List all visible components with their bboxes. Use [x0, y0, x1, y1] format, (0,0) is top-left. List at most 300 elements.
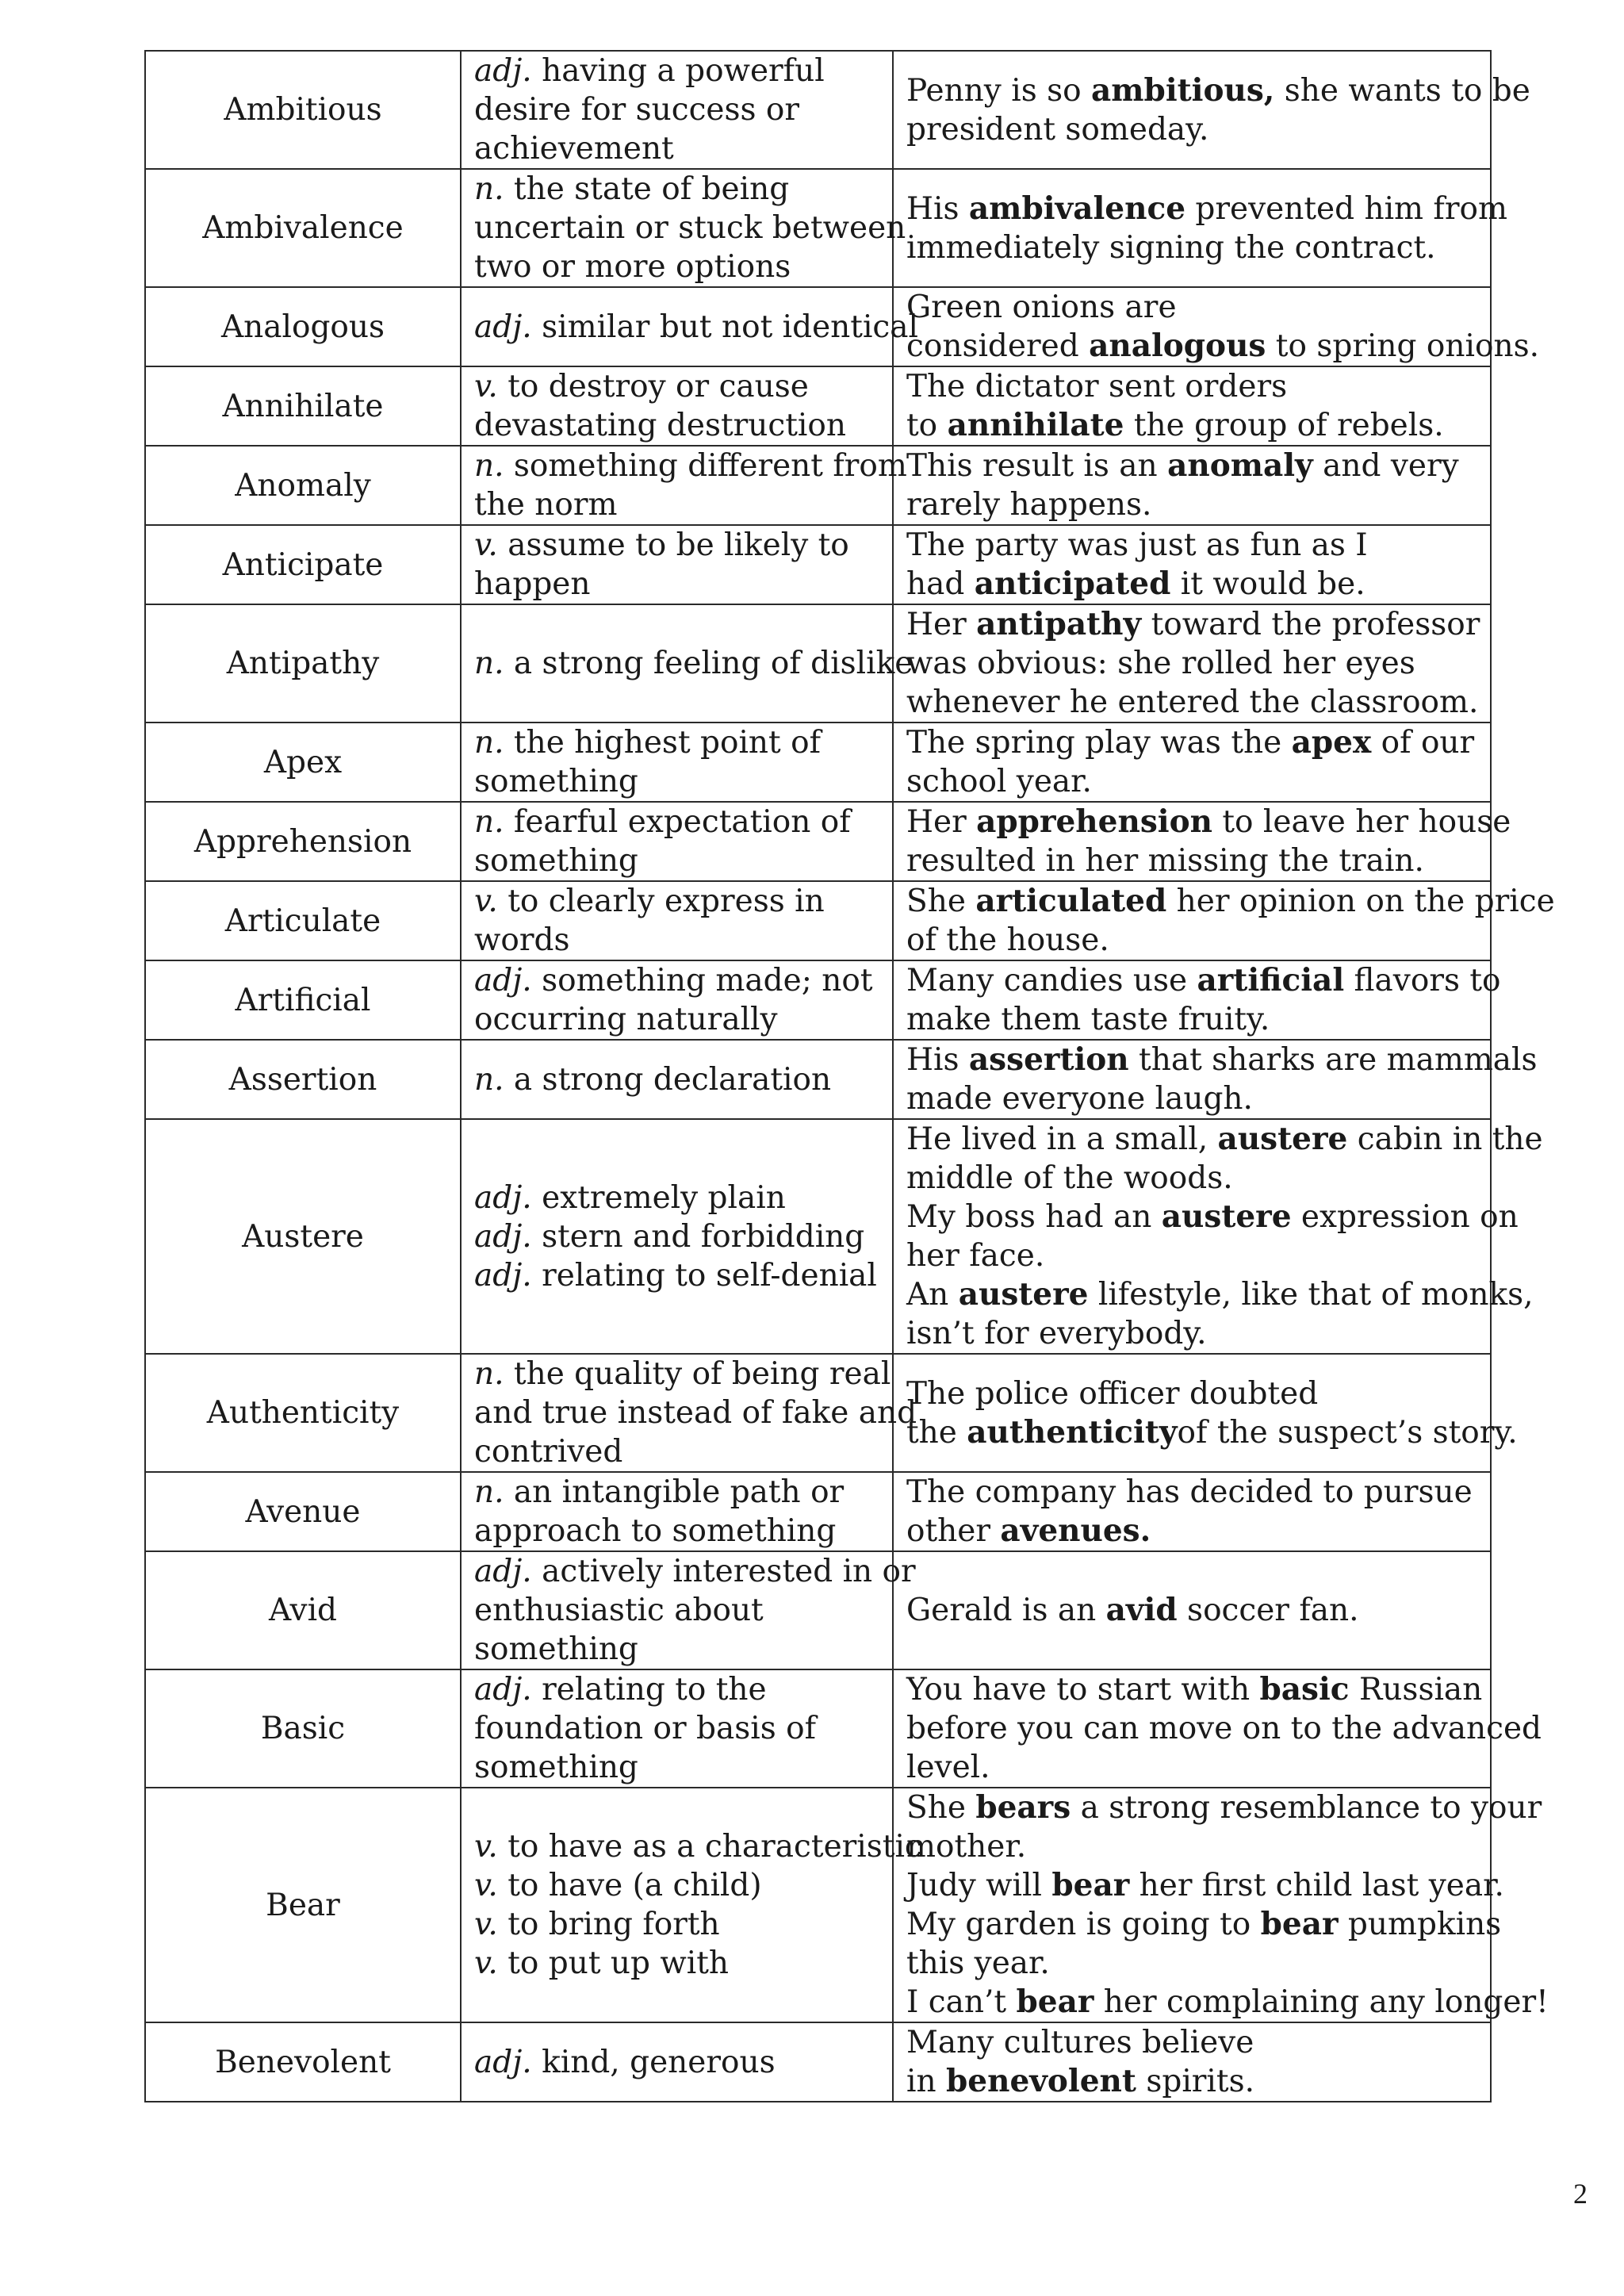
table-row — [145, 1669, 1491, 1788]
table-row — [145, 169, 1491, 287]
example-cell-line — [906, 803, 1511, 841]
text-segment: Russian — [1349, 1672, 1483, 1708]
text-segment: This result is an — [906, 448, 1168, 484]
vocab-word: Ambitious — [145, 51, 461, 169]
vocab-word: Austere — [145, 1119, 461, 1354]
vocab-word: Avenue — [145, 1472, 461, 1551]
part-of-speech: n. — [474, 1474, 504, 1510]
text-segment: her first child last year. — [1129, 1868, 1504, 1903]
text-segment: had — [906, 566, 975, 602]
example-cell — [893, 723, 1491, 802]
text-segment: before you can move on to the advanced — [906, 1711, 1542, 1746]
highlighted-word: austere — [1217, 1121, 1348, 1157]
example-cell-line — [906, 565, 1477, 604]
text-segment: two or more options — [474, 249, 791, 285]
table-row — [145, 287, 1491, 366]
vocab-word: Analogous — [145, 287, 461, 366]
table-row — [145, 881, 1491, 960]
text-segment: similar but not identical — [531, 309, 918, 345]
text-segment: level. — [906, 1750, 990, 1785]
definition-cell-line — [474, 1217, 879, 1256]
text-segment: the highest point of — [504, 725, 822, 761]
part-of-speech: v. — [474, 1945, 498, 1981]
example-cell-line — [906, 1198, 1519, 1236]
highlighted-word: apex — [1291, 724, 1372, 761]
definition-cell-line — [474, 485, 879, 524]
text-segment: a strong feeling of dislike — [504, 646, 914, 681]
table-row — [145, 51, 1491, 169]
example-cell-line — [906, 1000, 1477, 1039]
text-segment: to have as a characteristic — [497, 1829, 922, 1865]
part-of-speech: n. — [474, 171, 504, 207]
part-of-speech: adj. — [474, 53, 532, 89]
definition-cell — [461, 1472, 893, 1551]
definition-cell-line — [474, 1944, 879, 1983]
part-of-speech: adj. — [474, 1672, 532, 1708]
text-segment: prevented him from — [1185, 190, 1507, 227]
table-row — [145, 1551, 1491, 1669]
text-segment: made everyone laugh. — [906, 1081, 1253, 1117]
example-cell-line — [906, 1866, 1504, 1905]
example-cell — [893, 287, 1539, 366]
text-segment: school year. — [906, 764, 1092, 799]
vocab-word: Bear — [145, 1788, 461, 2022]
text-segment: something — [474, 1631, 638, 1667]
highlighted-word: basic — [1259, 1671, 1350, 1708]
part-of-speech: v. — [474, 1868, 498, 1903]
highlighted-word: bear — [1260, 1906, 1339, 1942]
text-segment: to clearly express in — [497, 884, 825, 919]
text-segment: pumpkins — [1338, 1907, 1502, 1942]
definition-cell-line — [474, 1060, 879, 1099]
definition-cell-line — [474, 308, 918, 347]
text-segment: Judy will — [906, 1868, 1052, 1903]
text-segment: relating to the — [531, 1672, 767, 1708]
highlighted-word: avid — [1105, 1592, 1178, 1628]
part-of-speech: n. — [474, 1356, 504, 1392]
text-segment: middle of the woods. — [906, 1160, 1233, 1196]
text-segment: I can’t — [906, 1984, 1017, 2020]
highlighted-word: bears — [975, 1789, 1071, 1826]
definition-cell-line — [474, 1473, 879, 1512]
example-cell-line — [906, 1905, 1502, 1944]
text-segment: desire for success or — [474, 92, 800, 128]
text-segment: Her — [906, 804, 977, 840]
text-segment: devastating destruction — [474, 408, 846, 443]
highlighted-word: bear — [1016, 1984, 1094, 2020]
definition-cell-line — [474, 961, 879, 1000]
example-cell — [893, 446, 1491, 525]
definition-cell — [461, 1040, 893, 1119]
definition-cell-line — [474, 1432, 879, 1471]
example-cell-line — [906, 961, 1501, 1000]
example-cell-line — [906, 1512, 1477, 1550]
text-segment: this year. — [906, 1945, 1050, 1981]
text-segment: happen — [474, 566, 591, 602]
definition-cell-line — [474, 723, 879, 762]
text-segment: My boss had an — [906, 1199, 1162, 1235]
part-of-speech: n. — [474, 1061, 504, 1098]
vocab-word: Ambivalence — [145, 169, 461, 287]
text-segment: You have to start with — [906, 1672, 1260, 1708]
example-cell — [893, 169, 1507, 287]
text-segment: rarely happens. — [906, 487, 1152, 523]
text-segment: The company has decided to pursue — [906, 1474, 1473, 1510]
definition-cell-line — [474, 52, 879, 90]
example-cell — [893, 881, 1555, 960]
definition-cell-line — [474, 209, 906, 247]
definition-cell — [461, 287, 918, 366]
definition-cell — [461, 1551, 916, 1669]
part-of-speech: n. — [474, 725, 504, 761]
text-segment: The dictator sent orders — [906, 369, 1288, 404]
text-segment: The police officer doubted — [906, 1375, 1319, 1412]
text-segment: enthusiastic about — [474, 1593, 764, 1628]
definition-cell-line — [474, 1179, 879, 1217]
vocab-word: Authenticity — [145, 1354, 461, 1472]
example-cell-line — [906, 1275, 1534, 1314]
highlighted-word: articulated — [975, 883, 1167, 919]
highlighted-word: austere — [1161, 1198, 1292, 1235]
text-segment: Green onions are — [906, 289, 1177, 325]
definition-cell-line — [474, 526, 879, 565]
definition-cell-line — [474, 644, 914, 683]
example-cell — [893, 1669, 1542, 1788]
example-cell-line — [906, 1670, 1483, 1709]
definition-cell-line — [474, 1591, 879, 1630]
vocab-word: Apprehension — [145, 802, 461, 881]
example-cell — [893, 366, 1491, 446]
definition-cell-line — [474, 921, 879, 960]
definition-cell-line — [474, 565, 879, 604]
text-segment: the state of being — [504, 171, 790, 207]
part-of-speech: v. — [474, 527, 498, 563]
text-segment: she wants to be — [1274, 72, 1530, 109]
text-segment: the group of rebels. — [1124, 408, 1444, 443]
vocab-word: Avid — [145, 1551, 461, 1669]
definition-cell-line — [474, 90, 879, 129]
definition-cell — [461, 1119, 893, 1354]
text-segment: foundation or basis of — [474, 1711, 817, 1746]
vocab-word: Annihilate — [145, 366, 461, 446]
part-of-speech: v. — [474, 1907, 498, 1942]
text-segment: She — [906, 1790, 976, 1826]
text-segment: having a powerful — [531, 53, 825, 89]
definition-cell — [461, 881, 893, 960]
part-of-speech: adj. — [474, 1218, 532, 1255]
example-cell-line — [906, 71, 1530, 110]
text-segment: words — [474, 922, 570, 958]
definition-cell-line — [474, 1670, 879, 1709]
text-segment: something — [474, 843, 638, 879]
text-segment: president someday. — [906, 111, 1209, 148]
text-segment: to — [906, 408, 948, 443]
definition-cell-line — [474, 129, 879, 168]
text-segment: The party was just as fun as I — [906, 527, 1368, 563]
definition-cell — [461, 2022, 893, 2102]
text-segment: immediately signing the contract. — [906, 229, 1436, 266]
definition-cell — [461, 960, 893, 1040]
example-cell — [893, 1551, 1491, 1669]
text-segment: of the suspect’s story. — [1177, 1414, 1518, 1451]
definition-cell — [461, 366, 893, 446]
part-of-speech: v. — [474, 884, 498, 919]
example-cell-line — [906, 1413, 1518, 1452]
example-cell-line — [906, 1591, 1477, 1630]
definition-cell-line — [474, 882, 879, 921]
text-segment: stern and forbidding — [531, 1218, 865, 1255]
text-segment: something — [474, 764, 638, 799]
text-segment: His — [906, 190, 969, 227]
text-segment: Many candies use — [906, 963, 1197, 999]
table-row — [145, 2022, 1491, 2102]
example-cell-line — [906, 110, 1477, 149]
text-segment: He lived in a small, — [906, 1121, 1218, 1157]
text-segment: soccer fan. — [1177, 1593, 1359, 1628]
text-segment: approach to something — [474, 1513, 837, 1549]
text-segment: to bring forth — [497, 1907, 720, 1942]
text-segment: occurring naturally — [474, 1002, 778, 1037]
definition-cell-line — [474, 1866, 879, 1905]
text-segment: something different from — [504, 448, 907, 484]
example-cell-line — [906, 327, 1539, 366]
part-of-speech: v. — [474, 369, 498, 404]
definition-cell-line — [474, 170, 879, 209]
text-segment: the quality of being real — [504, 1356, 891, 1392]
highlighted-word: assertion — [968, 1041, 1129, 1078]
text-segment: in — [906, 2064, 946, 2099]
highlighted-word: austere — [958, 1276, 1089, 1313]
definition-cell-line — [474, 1630, 879, 1669]
example-cell — [893, 960, 1501, 1040]
example-cell-line — [906, 526, 1477, 565]
highlighted-word: ambitious, — [1091, 71, 1275, 109]
text-segment: Her — [906, 607, 977, 642]
definition-cell-line — [474, 762, 879, 801]
text-segment: considered — [906, 328, 1090, 364]
part-of-speech: n. — [474, 804, 504, 840]
example-cell-line — [906, 1374, 1477, 1413]
text-segment: a strong resemblance to your — [1071, 1790, 1542, 1826]
example-cell-line — [906, 228, 1477, 267]
text-segment: spirits. — [1136, 2064, 1254, 2099]
text-segment: other — [906, 1513, 1001, 1549]
text-segment: that sharks are mammals — [1128, 1042, 1538, 1078]
table-row — [145, 1119, 1491, 1354]
text-segment: the — [906, 1414, 967, 1451]
example-cell — [893, 1119, 1543, 1354]
part-of-speech: adj. — [474, 1554, 532, 1589]
text-segment: it would be. — [1170, 566, 1365, 602]
text-segment: expression on — [1291, 1199, 1519, 1235]
definition-cell-line — [474, 1827, 922, 1866]
text-segment: the norm — [474, 487, 618, 523]
example-cell-line — [906, 1983, 1549, 2022]
definition-cell-line — [474, 1709, 879, 1748]
example-cell-line — [906, 1159, 1477, 1198]
vocab-word: Benevolent — [145, 2022, 461, 2102]
text-segment: My garden is going to — [906, 1907, 1261, 1942]
text-segment: to have (a child) — [497, 1868, 762, 1903]
text-segment: fearful expectation of — [504, 804, 851, 840]
definition-cell — [461, 446, 907, 525]
definition-cell-line — [474, 2043, 879, 2082]
definition-cell — [461, 525, 893, 604]
example-cell-line — [906, 1041, 1538, 1079]
definition-cell-line — [474, 1355, 891, 1393]
part-of-speech: n. — [474, 448, 504, 484]
definition-cell-line — [474, 841, 879, 880]
table-row — [145, 366, 1491, 446]
definition-cell-line — [474, 1512, 879, 1550]
example-cell — [893, 1788, 1549, 2022]
text-segment: Gerald is an — [906, 1593, 1106, 1628]
text-segment: uncertain or stuck between — [474, 210, 906, 246]
example-cell-line — [906, 1827, 1477, 1866]
table-row — [145, 1472, 1491, 1551]
definition-cell-line — [474, 1256, 879, 1295]
text-segment: She — [906, 884, 976, 919]
text-segment: to put up with — [497, 1945, 730, 1981]
text-segment: cabin in the — [1347, 1121, 1543, 1157]
page-number: 2 — [1573, 2178, 1588, 2210]
text-segment: of our — [1371, 725, 1475, 761]
vocab-word: Anomaly — [145, 446, 461, 525]
example-cell — [893, 802, 1511, 881]
text-segment: Many cultures believe — [906, 2025, 1254, 2060]
example-cell — [893, 1354, 1518, 1472]
text-segment: a strong declaration — [504, 1061, 832, 1098]
definition-cell-line — [474, 803, 879, 841]
table-row — [145, 1354, 1491, 1472]
definition-cell-line — [474, 1552, 916, 1591]
example-cell-line — [906, 1314, 1477, 1353]
example-cell-line — [906, 485, 1477, 524]
text-segment: achievement — [474, 131, 674, 167]
example-cell-line — [906, 1120, 1543, 1159]
example-cell-line — [906, 447, 1477, 485]
text-segment: Penny is so — [906, 72, 1092, 109]
part-of-speech: adj. — [474, 1179, 532, 1216]
text-segment: lifestyle, like that of monks, — [1088, 1277, 1534, 1313]
text-segment: to leave her house — [1212, 804, 1511, 840]
example-cell-line — [906, 882, 1555, 921]
text-segment: His — [906, 1042, 969, 1078]
table-row — [145, 604, 1491, 723]
text-segment: kind, generous — [531, 2044, 776, 2080]
definition-cell-line — [474, 1000, 879, 1039]
text-segment: to spring onions. — [1266, 328, 1539, 364]
text-segment: toward the professor — [1141, 607, 1480, 642]
example-cell-line — [906, 1748, 1477, 1787]
table-row — [145, 723, 1491, 802]
vocab-word: Antipathy — [145, 604, 461, 723]
vocabulary-table-body — [145, 51, 1555, 2102]
text-segment: actively interested in or — [531, 1554, 916, 1589]
part-of-speech: adj. — [474, 2044, 532, 2080]
text-segment: and very — [1312, 448, 1459, 484]
example-cell-line — [906, 190, 1507, 228]
text-segment: isn’t for everybody. — [906, 1316, 1207, 1351]
text-segment: make them taste fruity. — [906, 1002, 1270, 1037]
highlighted-word: avenues. — [1000, 1512, 1151, 1549]
example-cell-line — [906, 841, 1477, 880]
definition-cell — [461, 802, 893, 881]
text-segment: relating to self-denial — [531, 1257, 877, 1294]
example-cell-line — [906, 1788, 1542, 1827]
definition-cell-line — [474, 1393, 917, 1432]
highlighted-word: annihilate — [947, 407, 1124, 443]
text-segment: an intangible path or — [504, 1474, 845, 1510]
text-segment: her opinion on the price — [1166, 884, 1555, 919]
definition-cell — [461, 723, 893, 802]
example-cell-line — [906, 683, 1477, 722]
text-segment: mother. — [906, 1829, 1027, 1865]
example-cell — [893, 525, 1491, 604]
definition-cell-line — [474, 1748, 879, 1787]
example-cell — [893, 604, 1491, 723]
text-segment: of the house. — [906, 922, 1109, 958]
part-of-speech: n. — [474, 646, 504, 681]
example-cell-line — [906, 644, 1477, 683]
definition-cell-line — [474, 367, 879, 406]
text-segment: The spring play was the — [906, 725, 1292, 761]
highlighted-word: ambivalence — [968, 190, 1186, 227]
definition-cell-line — [474, 447, 907, 485]
part-of-speech: adj. — [474, 1257, 532, 1294]
table-row — [145, 1040, 1491, 1119]
highlighted-word: apprehension — [976, 803, 1212, 840]
text-segment: contrived — [474, 1434, 623, 1470]
definition-cell — [461, 1669, 893, 1788]
text-segment: resulted in her missing the train. — [906, 843, 1424, 879]
text-segment: her complaining any longer! — [1094, 1984, 1549, 2020]
highlighted-word: bear — [1051, 1867, 1130, 1903]
highlighted-word: authenticity — [967, 1413, 1178, 1451]
example-cell-line — [906, 1079, 1477, 1118]
vocab-word: Apex — [145, 723, 461, 802]
definition-cell — [461, 169, 906, 287]
text-segment: flavors to — [1344, 963, 1501, 999]
highlighted-word: anticipated — [974, 565, 1171, 602]
table-row — [145, 802, 1491, 881]
vocab-word: Anticipate — [145, 525, 461, 604]
text-segment: assume to be likely to — [497, 527, 849, 563]
example-cell — [893, 1472, 1491, 1551]
table-row — [145, 1788, 1491, 2022]
definition-cell-line — [474, 1905, 879, 1944]
part-of-speech: adj. — [474, 309, 532, 345]
definition-cell — [461, 1354, 917, 1472]
vocab-word: Articulate — [145, 881, 461, 960]
table-row — [145, 960, 1491, 1040]
text-segment: extremely plain — [531, 1179, 786, 1216]
highlighted-word: anomaly — [1167, 447, 1313, 484]
definition-cell-line — [474, 247, 879, 286]
table-row — [145, 525, 1491, 604]
highlighted-word: benevolent — [946, 2063, 1136, 2099]
table-row — [145, 446, 1491, 525]
vocab-word: Assertion — [145, 1040, 461, 1119]
text-segment: to destroy or cause — [497, 369, 809, 404]
definition-cell — [461, 1788, 922, 2022]
example-cell-line — [906, 1944, 1477, 1983]
example-cell — [893, 51, 1530, 169]
example-cell-line — [906, 2062, 1477, 2101]
text-segment: her face. — [906, 1238, 1045, 1274]
vocab-word: Basic — [145, 1669, 461, 1788]
text-segment: whenever he entered the classroom. — [906, 684, 1479, 720]
